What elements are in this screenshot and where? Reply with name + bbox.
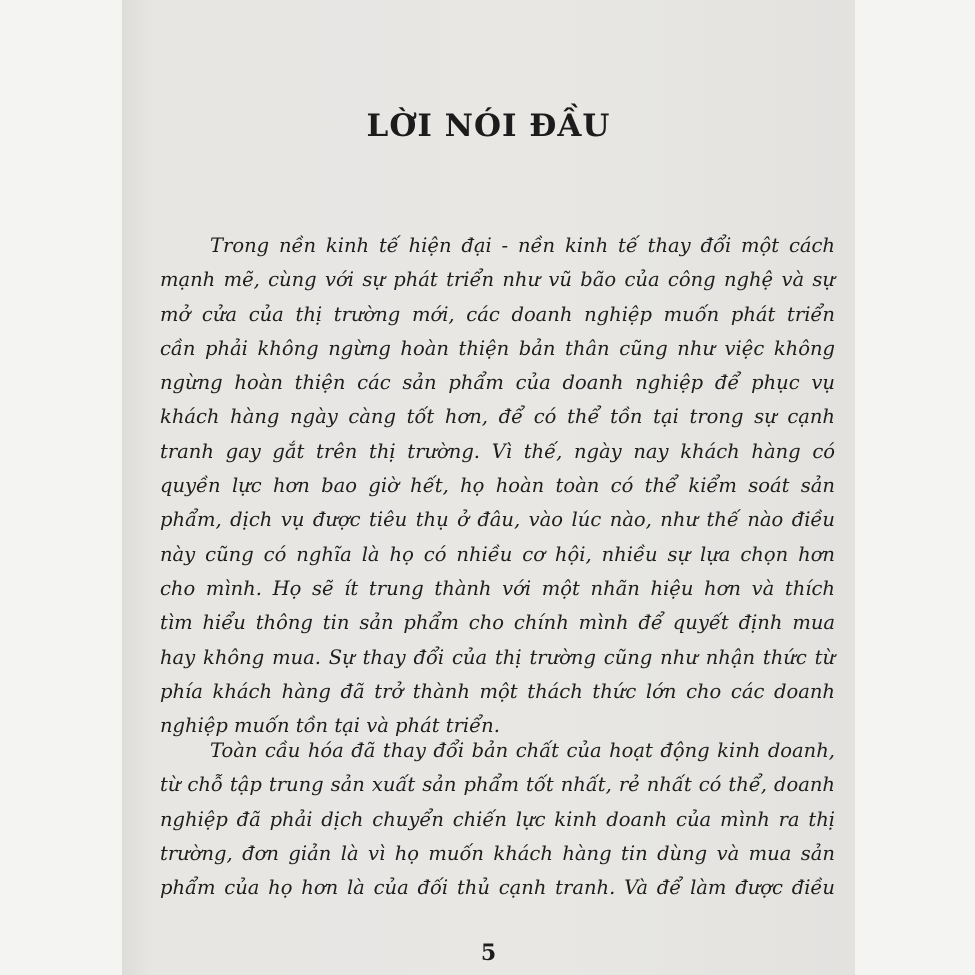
page-number: 5	[480, 940, 497, 966]
text-line: khách hàng ngày càng tốt hơn, để có thể tồn tại trong sự cạnh	[160, 405, 835, 429]
text-line: phẩm, dịch vụ được tiêu thụ ở đâu, vào lúc nào, như thế nào điều	[160, 508, 835, 532]
text-line: cho mình. Họ sẽ ít trung thành với một nhãn hiệu hơn và thích	[160, 576, 835, 600]
text-line: quyền lực hơn bao giờ hết, họ hoàn toàn có thể kiểm soát sản	[160, 474, 835, 498]
text-line: nghiệp muốn tồn tại và phát triển.	[160, 714, 500, 738]
text-line: cần phải không ngừng hoàn thiện bản thân cũng như việc không	[160, 336, 835, 360]
text-line: Toàn cầu hóa đã thay đổi bản chất của hoạt động kinh doanh,	[210, 739, 835, 762]
paragraph-1	[160, 229, 835, 743]
text-line: phẩm của họ hơn là của đối thủ cạnh tranh. Và để làm được điều	[160, 876, 835, 900]
text-line: nghiệp đã phải dịch chuyển chiến lực kinh doanh của mình ra thị	[160, 807, 835, 831]
text-line: phía khách hàng đã trở thành một thách thức lớn cho các doanh	[160, 679, 835, 703]
text-line: Trong nền kinh tế hiện đại - nền kinh tế thay đổi một cách	[210, 234, 835, 257]
text-line: tìm hiểu thông tin sản phẩm cho chính mình để quyết định mua	[160, 611, 835, 635]
text-line: ngừng hoàn thiện các sản phẩm của doanh nghiệp để phục vụ	[160, 371, 835, 395]
text-line: này cũng có nghĩa là họ có nhiều cơ hội, nhiều sự lựa chọn hơn	[160, 542, 835, 566]
text-line: mạnh mẽ, cùng với sự phát triển như vũ bão của công nghệ và sự	[160, 268, 835, 292]
book-page	[122, 0, 855, 975]
text-line: trường, đơn giản là vì họ muốn khách hàng tin dùng và mua sản	[160, 841, 835, 865]
paragraph-2	[160, 734, 835, 905]
text-line: mở cửa của thị trường mới, các doanh nghiệp muốn phát triển	[160, 302, 835, 326]
text-line: tranh gay gắt trên thị trường. Vì thế, ngày nay khách hàng có	[160, 439, 835, 463]
text-line: từ chỗ tập trung sản xuất sản phẩm tốt nhất, rẻ nhất có thể, doanh	[160, 773, 835, 797]
text-line: hay không mua. Sự thay đổi của thị trường cũng như nhận thức từ	[160, 645, 835, 669]
chapter-title: LỜI NÓI ĐẦU	[366, 108, 611, 144]
